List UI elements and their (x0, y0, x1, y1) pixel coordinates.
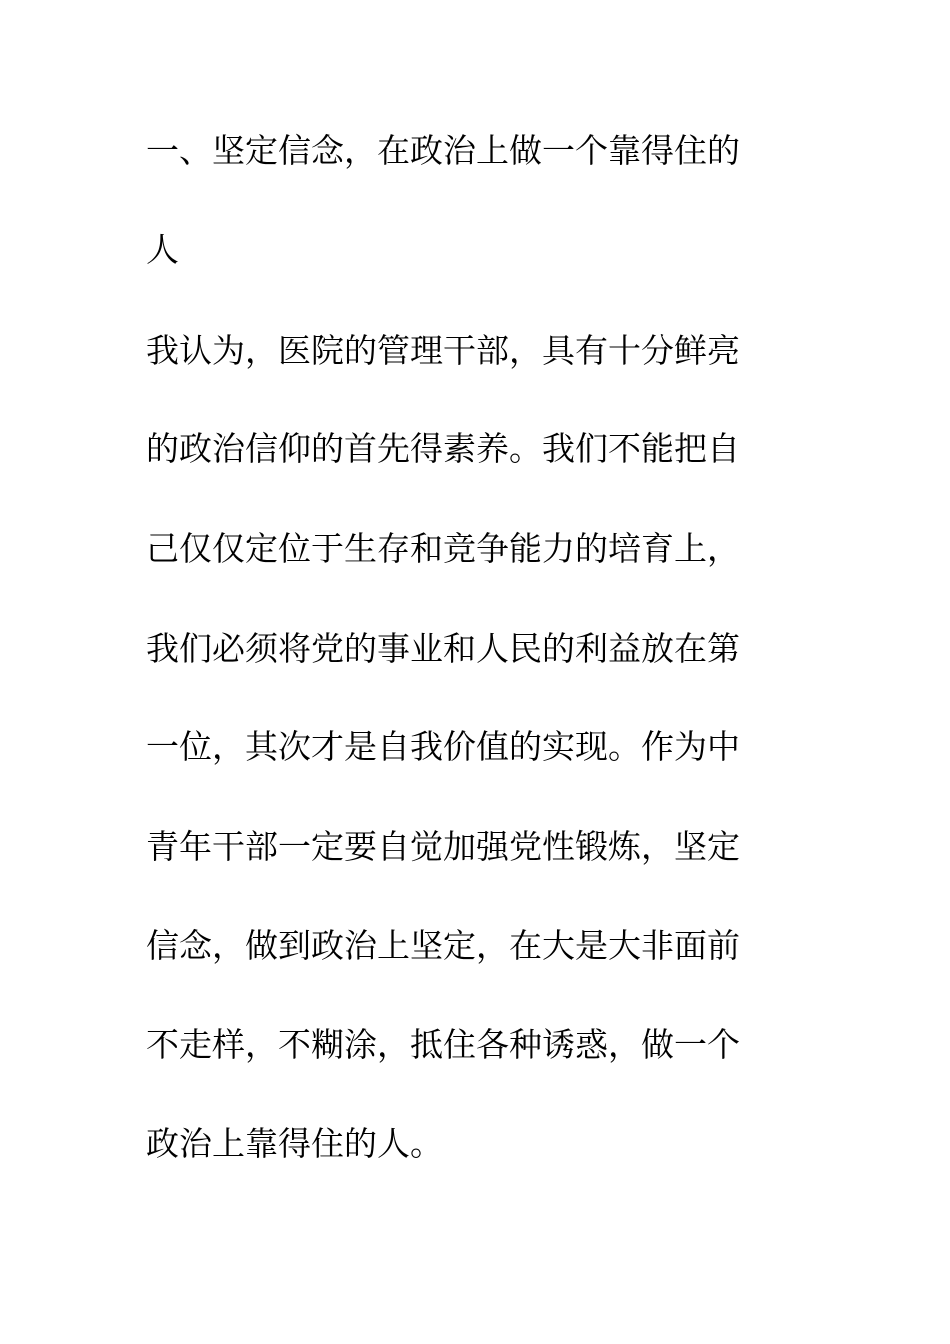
paragraph-line-4: 我们必须将党的事业和人民的利益放在第 (146, 629, 740, 668)
paragraph-line-9: 政治上靠得住的人。 (146, 1124, 443, 1163)
section-heading-line-1: 一、坚定信念，在政治上做一个靠得住的 (146, 131, 740, 170)
paragraph-line-2: 的政治信仰的首先得素养。我们不能把自 (146, 429, 740, 468)
paragraph-line-6: 青年干部一定要自觉加强党性锻炼，坚定 (146, 827, 740, 866)
section-heading-line-2: 人 (146, 230, 179, 269)
paragraph-line-7: 信念，做到政治上坚定，在大是大非面前 (146, 926, 740, 965)
paragraph-line-8: 不走样，不糊涂，抵住各种诱惑，做一个 (146, 1025, 740, 1064)
paragraph-line-5: 一位，其次才是自我价值的实现。作为中 (146, 727, 740, 766)
paragraph-line-1: 我认为，医院的管理干部，具有十分鲜亮 (146, 331, 740, 370)
paragraph-line-3: 己仅仅定位于生存和竞争能力的培育上， (146, 529, 740, 568)
